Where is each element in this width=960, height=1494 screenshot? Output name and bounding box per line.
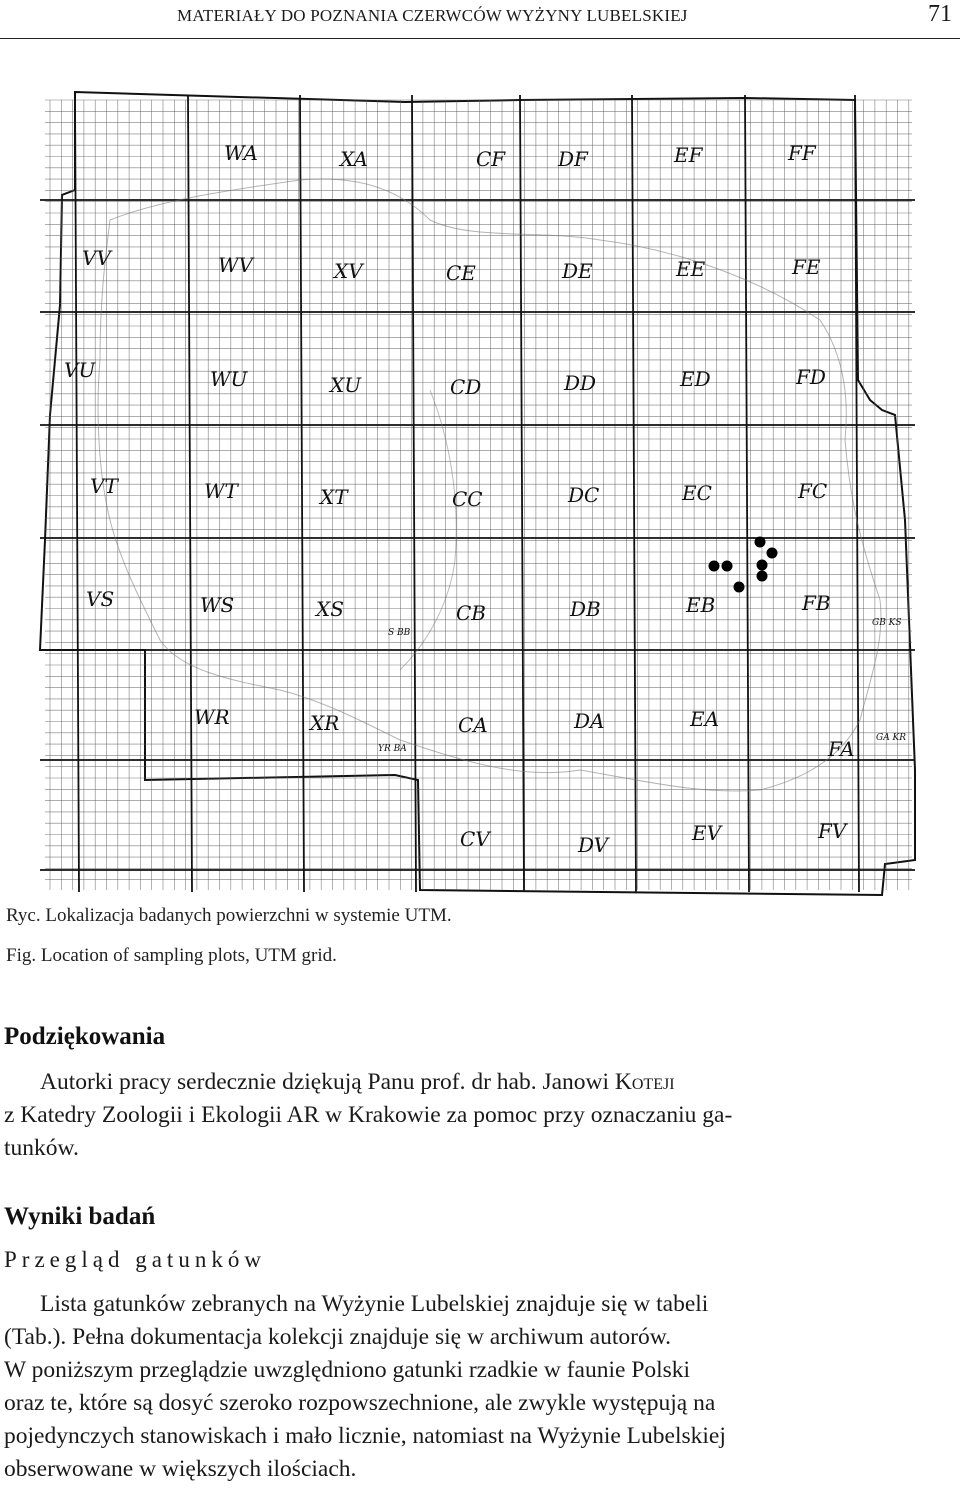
- major-grid-line: [300, 95, 304, 892]
- square-labels: [64, 141, 855, 857]
- utm-square-label: WS: [200, 593, 235, 617]
- results-line: oraz te, które są dosyć szeroko rozpowszechnione, ale zwykle występują na: [4, 1390, 716, 1416]
- utm-square-label: EE: [676, 257, 706, 281]
- utm-square-label: EB: [686, 593, 716, 617]
- utm-square-label: XV: [334, 259, 363, 283]
- sampling-plots: [709, 537, 778, 593]
- ack-line-2: z Katedry Zoologii i Ekologii AR w Krakowie za pomoc przy oznaczaniu ga-: [4, 1102, 733, 1128]
- utm-grid-map: [0, 80, 960, 900]
- running-title: MATERIAŁY DO POZNANIA CZERWCÓW WYŻYNY LUBELSKIEJ: [177, 6, 688, 25]
- utm-square-label: EC: [682, 481, 712, 505]
- utm-square-label: ED: [680, 367, 711, 391]
- utm-square-label: WR: [194, 705, 230, 729]
- major-grid-line: [412, 95, 416, 892]
- utm-square-label: EA: [690, 707, 720, 731]
- utm-square-label: XR: [310, 711, 340, 735]
- page-number: 71: [928, 1, 952, 27]
- utm-edge-label: GA KR: [876, 733, 907, 743]
- utm-edge-label: S BB: [388, 628, 411, 638]
- sampling-plot-dot: [767, 548, 778, 559]
- utm-square-label: XA: [340, 147, 368, 171]
- figure-caption-pl: Ryc. Lokalizacja badanych powierzchni w systemie UTM.: [6, 905, 452, 926]
- utm-square-label: WT: [204, 479, 238, 503]
- utm-square-label: DD: [564, 371, 597, 395]
- major-grid-line: [745, 95, 749, 892]
- utm-square-label: VV: [82, 246, 111, 270]
- results-line: obserwowane w większych ilościach.: [4, 1456, 357, 1482]
- utm-square-label: WA: [224, 141, 259, 165]
- figure-caption-en: Fig. Location of sampling plots, UTM grid.: [6, 945, 337, 966]
- utm-square-label: XU: [330, 373, 362, 397]
- utm-square-label: DA: [574, 709, 605, 733]
- acknowledgements-paragraph: [4, 1066, 956, 1165]
- results-line: pojedynczych stanowiskach i mało licznie, natomiast na Wyżynie Lubelskiej: [4, 1423, 726, 1449]
- utm-square-label: EF: [674, 143, 703, 167]
- ack-line-1: [4, 1066, 956, 1099]
- utm-square-label: CD: [450, 375, 482, 399]
- utm-square-label: CB: [456, 601, 486, 625]
- sampling-plot-dot: [709, 561, 720, 572]
- utm-square-label: FA: [828, 737, 855, 761]
- author-name: Koteji: [614, 1069, 675, 1095]
- utm-square-label: DE: [562, 259, 593, 283]
- utm-square-label: FF: [788, 141, 816, 165]
- utm-square-label: DB: [570, 597, 601, 621]
- results-paragraph: [4, 1288, 956, 1486]
- ack-line-3: tunków.: [4, 1135, 79, 1161]
- utm-square-label: VS: [86, 587, 115, 611]
- utm-square-label: DC: [568, 483, 600, 507]
- utm-square-label: EV: [692, 821, 722, 845]
- results-line: (Tab.). Pełna dokumentacja kolekcji znajduje się w archiwum autorów.: [4, 1324, 672, 1350]
- utm-square-label: VU: [64, 358, 96, 382]
- results-heading: Wyniki badań: [4, 1203, 156, 1230]
- acknowledgements-heading: Podziękowania: [4, 1023, 166, 1050]
- utm-square-label: WU: [210, 367, 248, 391]
- utm-square-label: DV: [578, 833, 609, 857]
- utm-square-label: FB: [802, 591, 831, 615]
- utm-square-label: CA: [458, 713, 488, 737]
- utm-square-label: XS: [316, 597, 344, 621]
- sampling-plot-dot: [755, 537, 766, 548]
- utm-grid-svg: [0, 80, 960, 900]
- major-grid-line: [188, 95, 192, 892]
- utm-square-label: CF: [476, 147, 506, 171]
- utm-edge-label: YR BA: [378, 744, 407, 754]
- utm-edge-label: GB KS: [872, 618, 902, 628]
- sampling-plot-dot: [722, 561, 733, 572]
- utm-square-label: DF: [558, 147, 588, 171]
- utm-square-label: FC: [798, 479, 828, 503]
- utm-square-label: CV: [460, 827, 490, 851]
- utm-square-label: FV: [818, 819, 847, 843]
- utm-square-label: CE: [446, 261, 476, 285]
- utm-square-label: VT: [90, 474, 118, 498]
- utm-square-label: XT: [320, 485, 348, 509]
- species-review-subheading: Przegląd gatunków: [4, 1247, 266, 1272]
- major-grid-line: [520, 95, 524, 892]
- major-grid-line: [632, 95, 636, 892]
- running-header: [0, 0, 960, 39]
- utm-square-label: FD: [796, 365, 826, 389]
- utm-square-label: WV: [218, 253, 253, 277]
- sampling-plot-dot: [734, 582, 745, 593]
- results-line: Lista gatunków zebranych na Wyżynie Lubelskiej znajduje się w tabeli: [40, 1291, 709, 1317]
- results-line: W poniższym przeglądzie uwzględniono gatunki rzadkie w faunie Polski: [4, 1357, 691, 1383]
- utm-square-label: FE: [792, 255, 821, 279]
- ack-line-1-text: Autorki pracy serdecznie dziękują Panu prof. dr hab. Janowi: [40, 1069, 615, 1095]
- sampling-plot-dot: [757, 571, 768, 582]
- utm-square-label: CC: [452, 487, 483, 511]
- sampling-plot-dot: [757, 560, 768, 571]
